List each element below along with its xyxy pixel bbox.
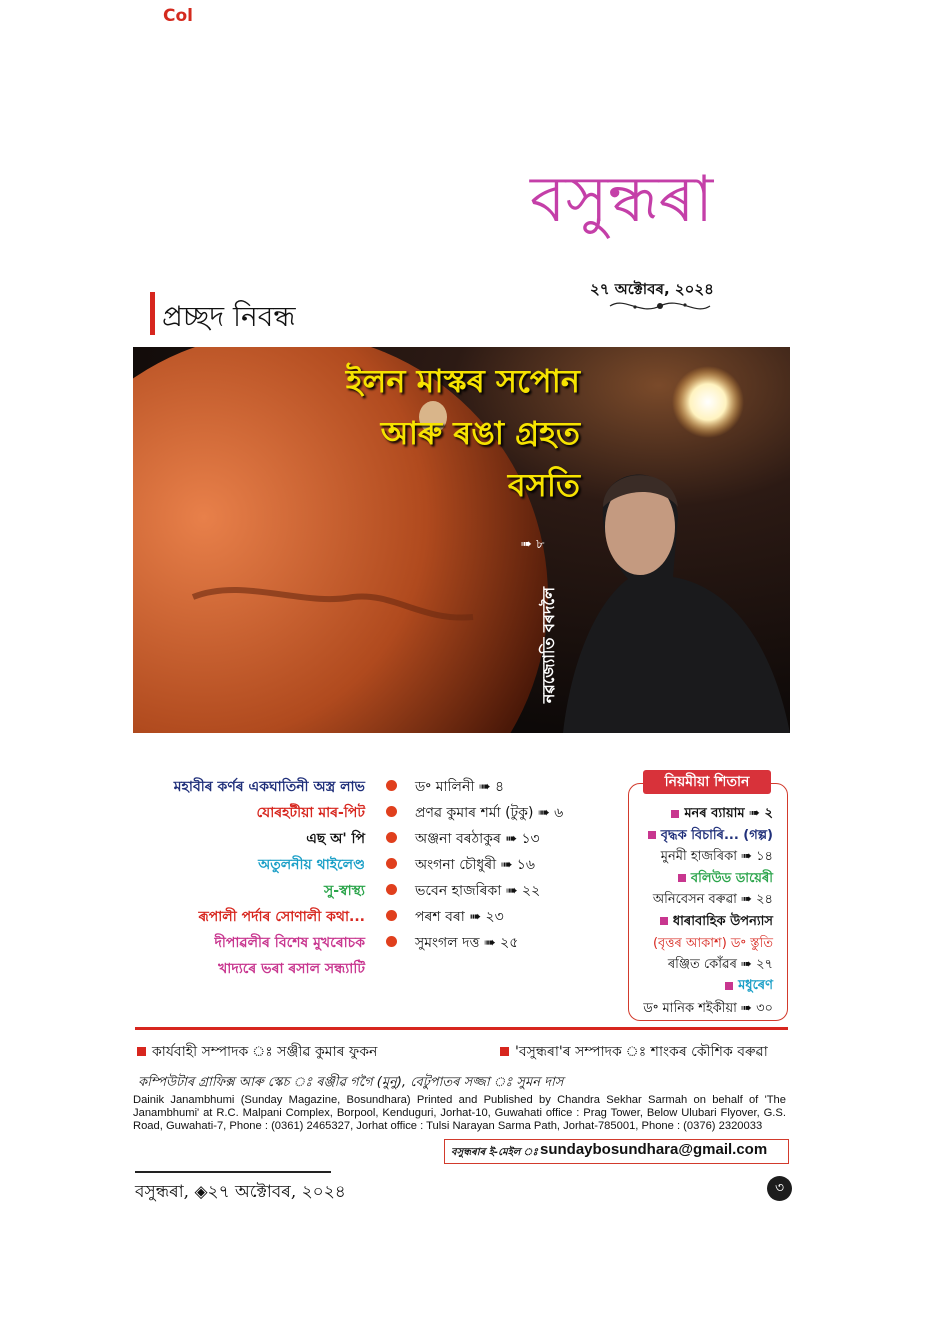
email-label: বসুন্ধৰাৰ ই-মেইল ঃ bbox=[451, 1147, 538, 1158]
regular-column-text: বৃদ্ধক বিচাৰি... (গল্প) bbox=[660, 827, 773, 843]
email-box bbox=[444, 1139, 789, 1164]
toc-row[interactable] bbox=[133, 954, 593, 980]
toc-title: দীপাৱলীৰ বিশেষ মুখৰোচক bbox=[214, 935, 365, 951]
red-square-icon bbox=[500, 1047, 509, 1056]
masthead-logo: বসুন্ধৰা bbox=[530, 163, 714, 237]
regular-column-text: অনিবেসন বৰুৱা ➠ ২৪ bbox=[652, 892, 773, 907]
regular-column-text: বলিউড ডায়েৰী bbox=[690, 870, 773, 886]
footer-rule bbox=[135, 1171, 331, 1173]
toc-author: পৰশ বৰা ➠ ২৩ bbox=[415, 909, 504, 925]
regular-column-text: ড॰ মানিক শইকীয়া ➠ ৩০ bbox=[643, 1000, 773, 1016]
regular-column-line bbox=[653, 933, 773, 955]
regular-column-line bbox=[671, 804, 773, 825]
cover-story-image[interactable] bbox=[133, 347, 790, 733]
bullet-icon bbox=[386, 832, 397, 843]
square-bullet-icon bbox=[648, 831, 656, 839]
regular-column-text: মুনমী হাজৰিকা ➠ ১৪ bbox=[660, 849, 773, 864]
bullet-icon bbox=[386, 936, 397, 947]
regular-column-line bbox=[643, 998, 773, 1020]
toc-title: খাদ্যৰে ভৰা ৰসাল সন্ধ্যাটি bbox=[218, 961, 365, 977]
bullet-icon bbox=[386, 884, 397, 895]
footer-text: বসুন্ধৰা, ◈২৭ অক্টোবৰ, ২০২৪ bbox=[135, 1182, 346, 1202]
square-bullet-icon bbox=[671, 810, 679, 818]
cover-headline-line: বসতি bbox=[507, 466, 580, 504]
regular-column-line bbox=[725, 976, 773, 997]
regular-column-line bbox=[661, 847, 773, 868]
issue-date: ২৭ অক্টোবৰ, ২০২৪ bbox=[590, 280, 714, 298]
toc-title: ৰূপালী পৰ্দাৰ সোণালী কথা... bbox=[198, 909, 365, 925]
toc-row[interactable] bbox=[133, 850, 593, 876]
contents-list bbox=[133, 772, 593, 980]
toc-title: অতুলনীয় থাইলেণ্ড bbox=[258, 857, 365, 873]
toc-title: যোৰহটীয়া মাৰ-পিট bbox=[256, 805, 365, 821]
credits: কম্পিউটাৰ গ্ৰাফিক্স আৰু স্কেচ ঃ ৰঞ্জীৱ গগৈ (মুনু), বেটুপাতৰ সজ্জা ঃ সুমন দাস bbox=[138, 1075, 564, 1090]
regular-column-line bbox=[653, 890, 773, 911]
regular-column-line bbox=[678, 869, 773, 890]
bullet-icon bbox=[386, 858, 397, 869]
imprint: Dainik Janambhumi (Sunday Magazine, Bosundhara) Printed and Published by Chandra Sekhar Sarmah on behalf of 'The Janambhumi' at R.C. Malpani Complex, Borpool, Kenduguri, Jorhat-10, Guwahati office : Prag Tower, Below Ulubari Flyover, G.S. Road, Guwahati-7, Phone : (0361) 2465327, Jorhat office : Tulsi Narayan Sarma Path, Jorhat-785001, Phone : (0376) 2320033 bbox=[133, 1094, 786, 1132]
toc-row[interactable] bbox=[133, 798, 593, 824]
square-bullet-icon bbox=[678, 874, 686, 882]
section-bar bbox=[150, 292, 155, 335]
bullet-icon bbox=[386, 780, 397, 791]
cover-page-ref: ➠ ৮ bbox=[521, 537, 545, 552]
cover-headline-line: আৰু ৰঙা গ্ৰহত bbox=[380, 414, 580, 452]
cover-headline-line: ইলন মাস্কৰ সপোন bbox=[345, 362, 580, 400]
square-bullet-icon bbox=[725, 982, 733, 990]
toc-author: অঞ্জনা বৰঠাকুৰ ➠ ১৩ bbox=[415, 831, 540, 847]
regular-column-text: মধুৰেণ bbox=[738, 978, 773, 993]
toc-row[interactable] bbox=[133, 772, 593, 798]
regular-column-text: (বৃত্তৰ আকাশ) ড॰ স্তুতি bbox=[652, 936, 773, 951]
toc-author: অংগনা চৌধুৰী ➠ ১৬ bbox=[415, 857, 535, 873]
ornament-icon bbox=[605, 294, 715, 318]
regular-column-text: মনৰ ব্যায়াম ➠ ২ bbox=[684, 806, 773, 821]
executive-editor: কাৰ্যবাহী সম্পাদক ঃ সঞ্জীৱ কুমাৰ ফুকন bbox=[137, 1040, 377, 1064]
editor: 'বসুন্ধৰা'ৰ সম্পাদক ঃ শাংকৰ কৌশিক বৰুৱা bbox=[500, 1040, 768, 1064]
regular-columns-heading: নিয়মীয়া শিতান bbox=[643, 770, 771, 794]
regular-column-line bbox=[648, 826, 773, 847]
toc-row[interactable] bbox=[133, 876, 593, 902]
regular-column-line bbox=[660, 912, 773, 933]
regular-column-text: ধাৰাবাহিক উপন্যাস bbox=[672, 913, 773, 929]
page-number: ৩ bbox=[767, 1176, 792, 1201]
divider-rule bbox=[135, 1027, 788, 1030]
regular-column-text: ৰঞ্জিত কোঁৱৰ ➠ ২৭ bbox=[667, 956, 773, 972]
toc-row[interactable] bbox=[133, 824, 593, 850]
toc-author: ভবেন হাজৰিকা ➠ ২২ bbox=[415, 883, 541, 899]
toc-title: এছ অ' পি bbox=[306, 831, 365, 847]
bullet-icon bbox=[386, 806, 397, 817]
corner-mark: Col bbox=[163, 6, 193, 26]
regular-columns-box bbox=[628, 783, 788, 1021]
bullet-icon bbox=[386, 910, 397, 921]
square-bullet-icon bbox=[660, 917, 668, 925]
cover-headline bbox=[346, 355, 580, 511]
red-square-icon bbox=[137, 1047, 146, 1056]
toc-row[interactable] bbox=[133, 928, 593, 954]
toc-row[interactable] bbox=[133, 902, 593, 928]
toc-author: ড॰ মালিনী ➠ ৪ bbox=[415, 779, 505, 795]
toc-title: মহাবীৰ কৰ্ণৰ একঘাতিনী অস্ত্ৰ লাভ bbox=[173, 779, 365, 795]
toc-title: সু-স্বাস্থ্য bbox=[324, 883, 365, 899]
section-title: প্ৰচ্ছদ নিবন্ধ bbox=[162, 300, 296, 333]
cover-author: নৱজ্যোতি বৰদলৈ bbox=[539, 587, 558, 704]
regular-column-line bbox=[668, 955, 773, 976]
toc-author: সুমংগল দত্ত ➠ ২৫ bbox=[415, 935, 519, 951]
email-link[interactable]: sundaybosundhara@gmail.com bbox=[540, 1141, 768, 1158]
toc-author: প্ৰণৱ কুমাৰ শৰ্মা (টুকু) ➠ ৬ bbox=[415, 805, 564, 821]
